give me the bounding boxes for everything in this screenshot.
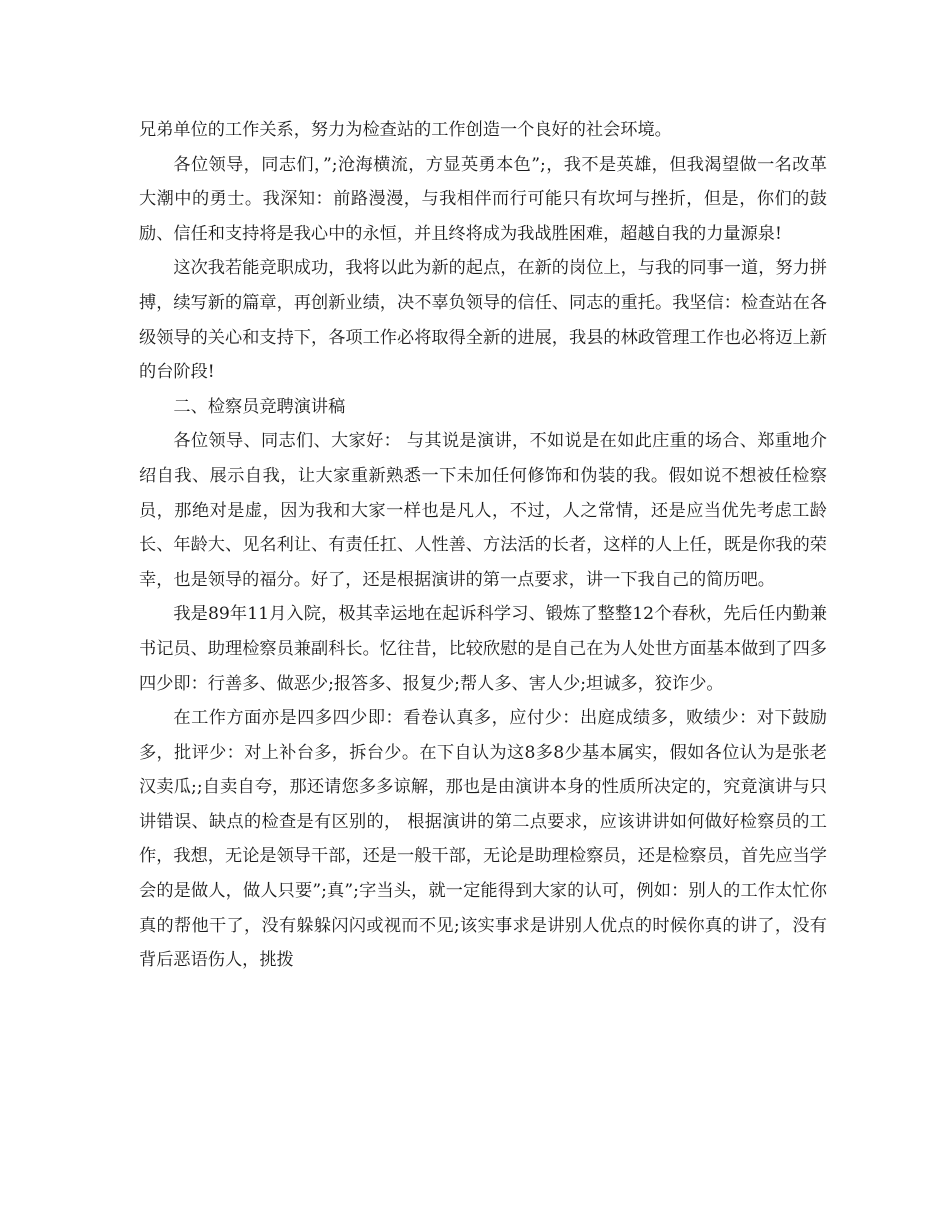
paragraph-6: 在工作方面亦是四多四少即：看卷认真多，应付少：出庭成绩多，败绩少：对下鼓励多，批评少：对上补台多，拆台少。在下自认为这8多8少基本属实，假如各位认为是张老汉卖瓜;;自卖自夸，那还请您多多谅解，那也是由演讲本身的性质所决定的，究竟演讲与只讲错误、缺点的检查是有区别的， 根据演讲的第二点要求，应该讲讲如何做好检察员的工作，我想，无论是领导干部，还是一般干部，无论是助理检察员，还是检察员，首先应当学会的是做人，做人只要”;真”;字当头，就一定能得到大家的认可，例如：别人的工作太忙你真的帮他干了，没有躲躲闪闪或视而不见;该实事求是讲别人优点的时候你真的讲了，没有背后恶语伤人，挑拨 [139, 708, 827, 971]
paragraph-1: 兄弟单位的工作关系，努力为检查站的工作创造一个良好的社会环境。 [139, 120, 672, 140]
paragraph-4: 各位领导、同志们、大家好： 与其说是演讲，不如说是在如此庄重的场合、郑重地介绍自我、展示自我，让大家重新熟悉一下未加任何修饰和伪装的我。假如说不想被任检察员，那绝对是虚，因为我和大家一样也是凡人，不过，人之常情，还是应当优先考虑工龄长、年龄大、见名利让、有责任扛、人性善、方法活的长者，这样的人上任，既是你我的荣幸，也是领导的福分。好了，还是根据演讲的第一点要求，讲一下我自己的简历吧。 [139, 431, 827, 590]
paragraph-5: 我是89年11月入院，极其幸运地在起诉科学习、锻炼了整整12个春秋，先后任内勤兼书记员、助理检察员兼副科长。忆往昔，比较欣慰的是自己在为人处世方面基本做到了四多四少即：行善多、做恶少;报答多、报复少;帮人多、害人少;坦诚多，狡诈少。 [139, 604, 827, 694]
section-heading: 二、检察员竞聘演讲稿 [173, 396, 346, 417]
paragraph-3: 这次我若能竞职成功，我将以此为新的起点，在新的岗位上，与我的同事一道，努力拼搏，续写新的篇章，再创新业绩，决不辜负领导的信任、同志的重托。我坚信：检查站在各级领导的关心和支持下，各项工作必将取得全新的进展，我县的林政管理工作也必将迈上新的台阶段! [139, 258, 827, 383]
paragraph-2: 各位领导，同志们，”;沧海横流，方显英勇本色”;，我不是英雄，但我渴望做一名改革大潮中的勇士。我深知：前路漫漫，与我相伴而行可能只有坎坷与挫折，但是，你们的鼓励、信任和支持将是我心中的永恒，并且终将成为我战胜困难，超越自我的力量源泉! [139, 154, 827, 244]
document-body [139, 113, 827, 978]
